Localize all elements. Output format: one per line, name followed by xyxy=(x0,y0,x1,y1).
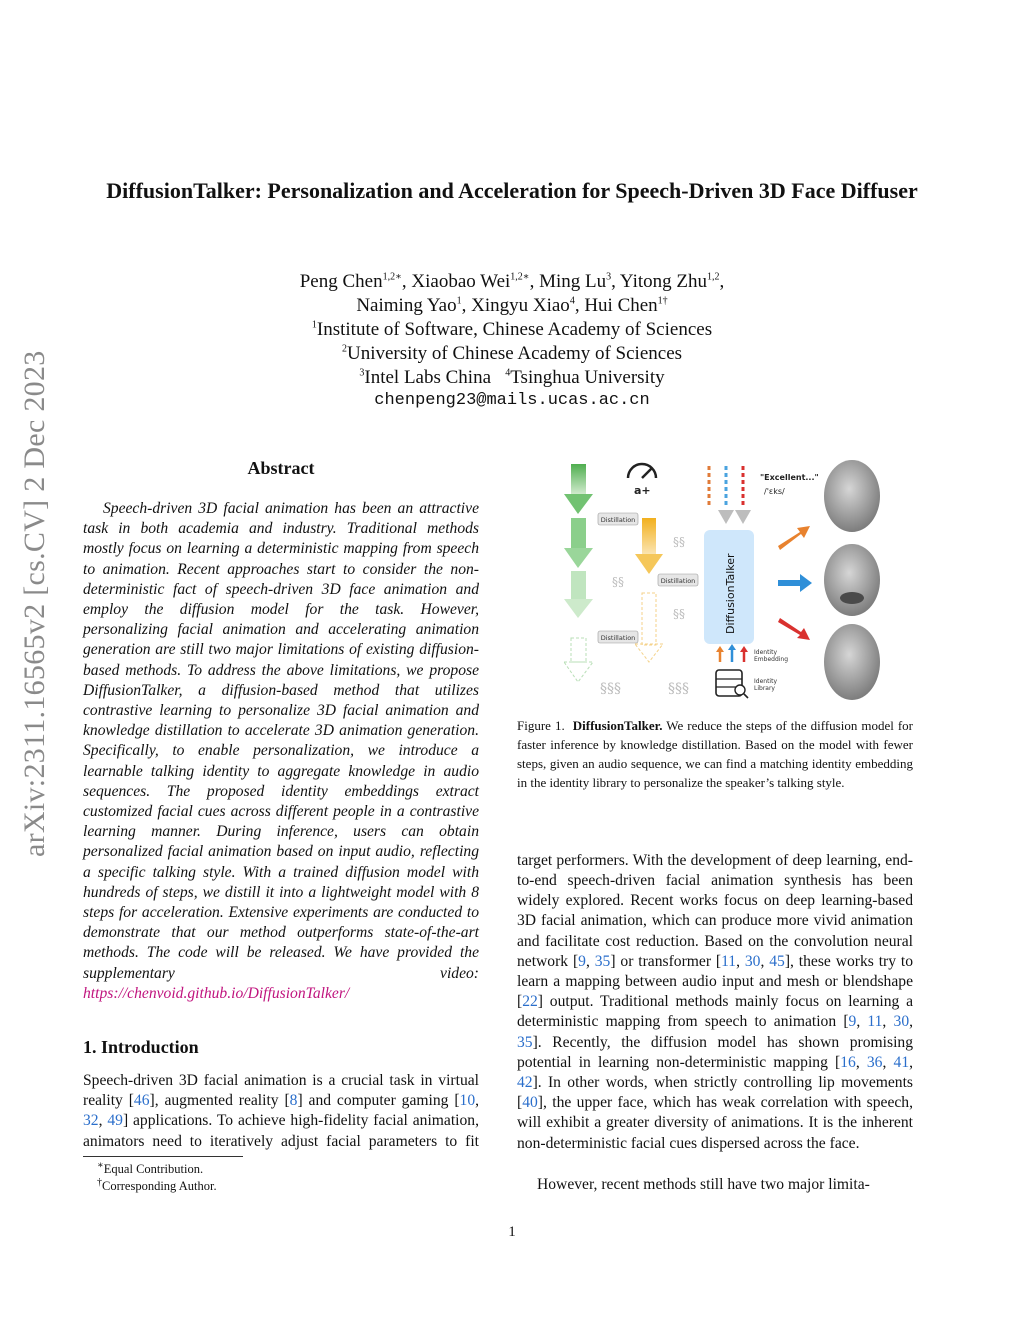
output-arrows xyxy=(778,526,812,640)
text-run: , xyxy=(585,952,595,970)
citation-link[interactable]: 30 xyxy=(744,952,761,970)
speech-quote: "Excellent..." xyxy=(760,473,819,482)
text-run: , xyxy=(909,1013,913,1031)
intro-para-2: However, recent methods still have two major limita- xyxy=(537,1176,870,1193)
identity-library-icon xyxy=(716,670,748,698)
distill-tag-label: Distillation xyxy=(660,577,696,585)
citation-link[interactable]: 40 xyxy=(522,1094,538,1112)
paper-title: DiffusionTalker: Personalization and Acceleration for Speech-Driven 3D Face Diffuser xyxy=(106,178,918,203)
footnote-2 xyxy=(83,1178,217,1195)
caption-label: Figure 1. xyxy=(517,718,565,733)
identity-embedding-label: Identity xyxy=(754,649,777,656)
intro-para-left xyxy=(83,1071,479,1152)
affiliation-mark: 2 xyxy=(341,343,347,355)
yellow-step xyxy=(642,518,656,556)
figure-1-caption xyxy=(517,716,913,792)
arrow-blue xyxy=(778,574,812,592)
embedding-arrows xyxy=(716,644,748,662)
green-step xyxy=(571,518,586,548)
text-run: Speech-driven 3D facial animation is a crucial task in virtual reality [ xyxy=(83,1072,479,1110)
identity-library-label: Library xyxy=(754,685,775,692)
text-run: ]. Recently, the diffusion model has shown promising potential in learning non-deterministic mapping [ xyxy=(517,1033,913,1071)
text-run: ], the upper face, which has weak correlation with speech, will exhibit a greater diversity of animations. It is the inherent non-deterministic facial cues dispersed across the face. xyxy=(517,1094,913,1152)
arrow-red xyxy=(778,618,810,640)
text-run: , xyxy=(475,1092,479,1110)
text-run: ] and computer gaming [ xyxy=(297,1092,460,1110)
citation-link[interactable]: 35 xyxy=(517,1033,533,1051)
affiliation-text: University of Chinese Academy of Sciences xyxy=(346,343,683,364)
audio-waveform-icon xyxy=(709,466,751,524)
abstract-text: Speech-driven 3D facial animation has been an attractive task in both academia and industry. Traditional methods mostly focus on learning a deterministic mapping from speech to animation. Recent approaches start to consider the non-deterministic fact of speech-driven 3D face animation and employ the diffusion model for the task. However, personalizing facial animation and accelerating animation generation are still two major limitations of existing diffusion-based methods. To address the above limitations, we propose DiffusionTalker, a diffusion-based method that utilizes contrastive learning to personalize 3D facial animation and knowledge distillation to accelerate 3D animation generation. Specifically, to enable personalization, we introduce a learnable talking identity to aggregate knowledge in audio sequences. The proposed identity embeddings extract customized facial cues across different people in a contrastive learning manner. During inference, users can obtain personalized facial animation based on input audio, reflecting a specific talking style. With a trained diffusion model with hundreds of steps, we distill it into a lightweight model with 8 steps for acceleration. Extensive experiments are conducted to demonstrate that our method outperforms state-of-the-art methods. The code will be released. We have provided the supplementary video: xyxy=(83,500,479,982)
intro-para-right xyxy=(517,851,913,1174)
text-run: , xyxy=(760,952,770,970)
citation-link[interactable]: 9 xyxy=(848,1013,857,1031)
author-affil: 1† xyxy=(657,295,668,307)
citation-link[interactable]: 10 xyxy=(459,1092,476,1110)
text-run: , xyxy=(882,1053,894,1071)
abstract-body xyxy=(83,499,479,1004)
author-affil: 4 xyxy=(569,295,575,307)
yellow-step xyxy=(635,644,663,662)
identity-embedding-label: Embedding xyxy=(754,656,789,663)
affiliation-mark: 1 xyxy=(311,319,317,331)
distill-tag-label: Distillation xyxy=(600,634,636,642)
author: Yitong Zhu xyxy=(619,271,708,292)
page-number: 1 xyxy=(508,1224,516,1240)
citation-link[interactable]: 8 xyxy=(289,1092,298,1110)
green-step xyxy=(571,464,586,494)
green-step xyxy=(564,548,593,568)
citation-link[interactable]: 11 xyxy=(721,952,737,970)
author-affil: 3 xyxy=(606,271,612,283)
footnote-mark: † xyxy=(97,1176,102,1188)
steam-icon: §§§ xyxy=(668,681,689,697)
arrow-orange xyxy=(778,526,810,550)
text-run: , xyxy=(909,1053,913,1071)
text-run: ] output. Traditional methods mainly focus on learning a deterministic mapping from speech to animation [ xyxy=(517,993,913,1031)
green-step xyxy=(564,599,593,618)
citation-link[interactable]: 22 xyxy=(522,993,538,1011)
citation-link[interactable]: 9 xyxy=(578,952,586,970)
text-run: , xyxy=(736,952,745,970)
yellow-steps xyxy=(635,518,663,662)
face-icon xyxy=(824,460,880,532)
text-run: ], augmented reality [ xyxy=(149,1092,290,1110)
author-affil: 1,2∗ xyxy=(382,271,402,283)
author: Hui Chen xyxy=(584,295,658,316)
author: Ming Lu xyxy=(539,271,607,292)
steam-icon: §§ xyxy=(673,607,685,621)
face-outputs xyxy=(824,460,880,700)
author-line-2: Naiming Yao$^1$, Xingyu Xiao$^4$, Hui Chen$^{1\dagger}$ xyxy=(356,295,668,316)
green-step xyxy=(571,571,586,599)
affiliation-text: Intel Labs China xyxy=(364,367,492,388)
text-run: ] or transformer [ xyxy=(610,952,722,970)
face-icon xyxy=(824,624,880,700)
text-run: , xyxy=(856,1013,868,1031)
author-line-1: Peng Chen$^{1,2∗}$, Xiaobao Wei$^{1,2∗}$, Ming Lu$^3$, Yitong Zhu$^{1,2}$, xyxy=(299,271,725,292)
yellow-step xyxy=(635,554,663,574)
citation-link[interactable]: 41 xyxy=(893,1053,910,1071)
text-run: , xyxy=(855,1053,867,1071)
author: Xingyu Xiao xyxy=(471,295,570,316)
face-mouth-icon xyxy=(840,592,864,604)
footnote-text: Corresponding Author. xyxy=(102,1179,217,1193)
author: Peng Chen xyxy=(299,271,383,292)
yellow-step xyxy=(642,593,656,645)
text-run: target performers. With the development of deep learning, end-to-end speech-driven facial animation synthesis has been widely explored. Recent works focus on deep learning-based 3D facial animation, which can produce more vivid animation and facilitate cost reduction. Based on the convolution neural network [ xyxy=(517,851,913,970)
green-step xyxy=(571,638,586,662)
speedometer-icon xyxy=(628,464,656,497)
steam-icon: §§§ xyxy=(600,681,621,697)
green-step xyxy=(564,662,593,682)
affiliation-3-4 xyxy=(140,366,884,390)
affiliation-text: Institute of Software, Chinese Academy of Sciences xyxy=(316,319,713,340)
figure-1-diagram xyxy=(560,458,914,706)
introduction-heading: 1. Introduction xyxy=(83,1037,199,1057)
author-affil: 1,2∗ xyxy=(510,271,530,283)
citation-link[interactable]: 42 xyxy=(517,1074,533,1092)
footnote-1 xyxy=(83,1161,203,1178)
citation-link[interactable]: 11 xyxy=(867,1013,883,1031)
speech-phonetic: /'ɛks/ xyxy=(764,487,785,496)
affiliation-2 xyxy=(140,342,884,366)
footnote-mark: ∗ xyxy=(97,1159,104,1171)
affiliation-mark: 3 xyxy=(359,367,365,379)
affiliation-mark: 4 xyxy=(505,367,511,379)
text-run: ] applications. To achieve high-fidelity facial animation, animators need to iteratively adjust facial parameters to fit xyxy=(83,1112,479,1150)
green-steps xyxy=(564,464,593,682)
citation-link[interactable]: 35 xyxy=(594,952,611,970)
caption-text: We reduce the steps of the diffusion model for faster inference by knowledge distillation. Based on the model with fewer steps, given an audio sequence, we can find a matching identity embedding in the identity library to personalize the speaker’s talking style. xyxy=(517,718,914,790)
steam-icon: §§ xyxy=(612,575,624,589)
abstract-heading: Abstract xyxy=(247,458,315,478)
author: Naiming Yao xyxy=(356,295,457,316)
author-affil: 1,2 xyxy=(707,271,720,283)
affiliation-text: Tsinghua University xyxy=(510,367,665,388)
text-run: , xyxy=(882,1013,894,1031)
text-run: ]. In other words, when strictly controlling lip movements [ xyxy=(517,1074,913,1112)
diffusiontalker-label: DiffusionTalker xyxy=(724,553,737,634)
citation-link[interactable]: 30 xyxy=(893,1013,910,1031)
author: Xiaobao Wei xyxy=(411,271,511,292)
citation-link[interactable]: 45 xyxy=(769,952,785,970)
author-email[interactable]: chenpeng23@mails.ucas.ac.cn xyxy=(374,391,650,410)
arxiv-stamp: arXiv:2311.16565v2 [cs.CV] 2 Dec 2023 xyxy=(18,350,51,857)
citation-link[interactable]: 32 xyxy=(83,1112,99,1130)
footnote-rule xyxy=(83,1156,243,1157)
project-link[interactable]: https://chenvoid.github.io/DiffusionTalker/ xyxy=(83,984,350,1002)
intro-para-flow xyxy=(517,851,913,1154)
distill-tag-label: Distillation xyxy=(600,516,636,524)
alpha-label: a+ xyxy=(634,484,651,497)
text-run: , xyxy=(98,1112,108,1130)
face-icon xyxy=(824,544,880,616)
citation-link[interactable]: 49 xyxy=(107,1112,123,1130)
caption-name: DiffusionTalker. xyxy=(572,718,663,733)
citation-link[interactable]: 16 xyxy=(840,1053,856,1071)
affiliation-1 xyxy=(140,318,884,342)
identity-library-label: Identity xyxy=(754,678,777,685)
citation-link[interactable]: 46 xyxy=(133,1092,150,1110)
green-step xyxy=(564,494,593,514)
steam-icon: §§ xyxy=(673,535,685,549)
author-affil: 1 xyxy=(456,295,462,307)
citation-link[interactable]: 36 xyxy=(866,1053,883,1071)
footnote-text: Equal Contribution. xyxy=(103,1162,204,1176)
text-run: ], these works try to learn a mapping between audio input and mesh or blendshape [ xyxy=(517,952,913,1011)
